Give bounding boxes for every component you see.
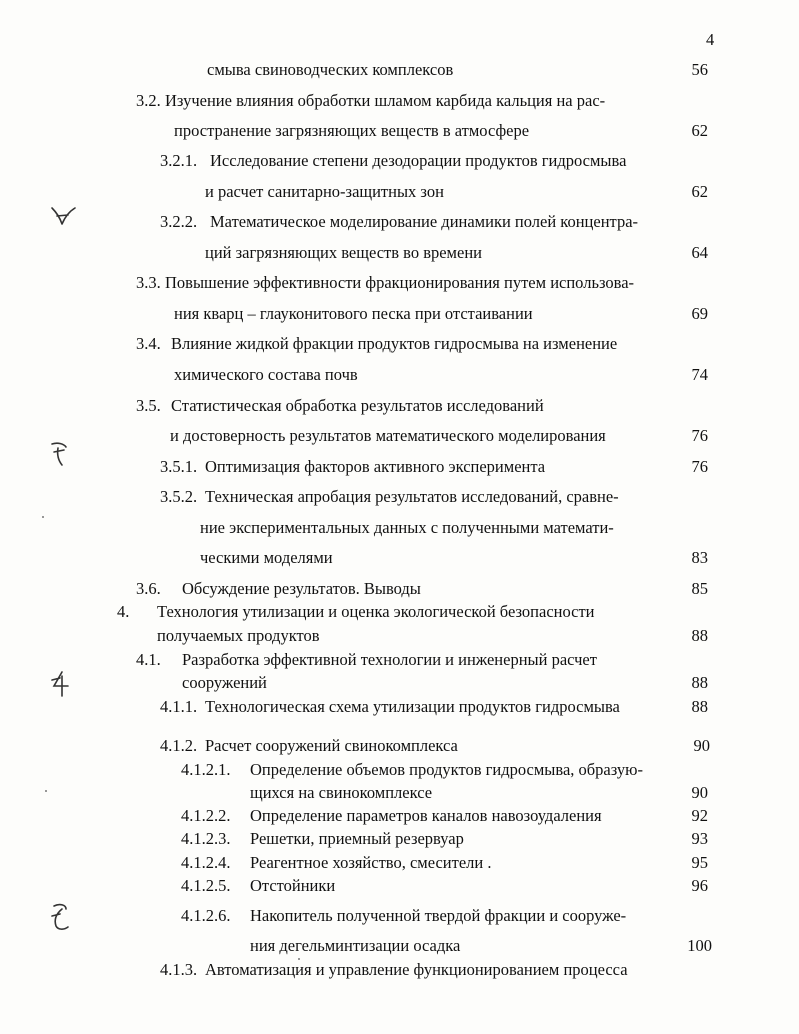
toc-number: 4.1.2.1. — [181, 760, 231, 779]
toc-text: Статистическая обработка результатов исследований — [171, 396, 544, 415]
toc-text: Расчет сооружений свинокомплекса — [205, 736, 458, 755]
toc-text: щихся на свинокомплексе — [250, 783, 433, 802]
toc-text: пространение загрязняющих веществ в атмосфере — [174, 121, 530, 140]
toc-page: 88 — [691, 697, 708, 716]
toc-number: 3.3. — [136, 273, 161, 292]
toc-text: Реагентное хозяйство, смесители . — [250, 853, 492, 872]
toc-number: 3.6. — [136, 579, 161, 598]
toc-number: 4.1. — [136, 650, 161, 669]
toc-page: 90 — [691, 783, 708, 802]
toc-number: 4.1.2.6. — [181, 906, 231, 925]
toc-page: 83 — [691, 548, 708, 567]
toc-text: ческими моделями — [200, 548, 333, 567]
toc-number: 4.1.2. — [160, 736, 198, 755]
page-number: 4 — [706, 30, 715, 49]
toc-text: ций загрязняющих веществ во времени — [205, 243, 482, 262]
toc-text: Исследование степени дезодорации продуктов гидросмыва — [210, 151, 627, 170]
toc-text: Технология утилизации и оценка экологической безопасности — [157, 602, 595, 621]
toc-text: химического состава почв — [174, 365, 358, 384]
toc-page: 76 — [691, 426, 708, 445]
toc-text: Обсуждение результатов. Выводы — [182, 579, 421, 598]
toc-text: Технологическая схема утилизации продуктов гидросмыва — [205, 697, 620, 716]
scan-speck — [45, 790, 47, 792]
toc-text: Повышение эффективности фракционирования путем использова- — [165, 273, 635, 292]
toc-page: 90 — [693, 736, 710, 755]
toc-text: Техническая апробация результатов исследований, сравне- — [205, 487, 619, 506]
toc-number: 3.4. — [136, 334, 161, 353]
toc-page: 62 — [691, 121, 708, 140]
margin-handwriting-mark — [48, 438, 74, 468]
toc-text: Разработка эффективной технологии и инженерный расчет — [182, 650, 597, 669]
toc-number: 3.2.2. — [160, 212, 198, 231]
toc-page: 96 — [691, 876, 708, 895]
toc-text: Оптимизация факторов активного эксперимента — [205, 457, 546, 476]
toc-page: 69 — [691, 304, 708, 323]
toc-text: ния кварц – глауконитового песка при отстаивании — [174, 304, 533, 323]
toc-text: сооружений — [182, 673, 267, 692]
toc-page: 92 — [691, 806, 708, 825]
toc-number: 3.5. — [136, 396, 161, 415]
margin-handwriting-mark — [48, 668, 74, 698]
toc-text: ния дегельминтизации осадка — [250, 936, 461, 955]
toc-text: Накопитель полученной твердой фракции и сооруже- — [250, 906, 627, 925]
toc-page: 74 — [691, 365, 708, 384]
margin-handwriting-mark — [48, 202, 78, 230]
toc-text: ние экспериментальных данных с полученными математи- — [200, 518, 614, 537]
toc-number: 3.2. — [136, 91, 161, 110]
toc-page: 56 — [691, 60, 708, 79]
toc-number: 4.1.2.5. — [181, 876, 231, 895]
toc-text: Определение объемов продуктов гидросмыва, образую- — [250, 760, 644, 779]
margin-handwriting-mark — [46, 900, 74, 934]
toc-page: 95 — [691, 853, 708, 872]
toc-text: Решетки, приемный резервуар — [250, 829, 464, 848]
toc-page: 100 — [687, 936, 712, 955]
toc-text: Влияние жидкой фракции продуктов гидросмыва на изменение — [171, 334, 618, 353]
toc-text: Автоматизация и управление функционированием процесса — [205, 960, 628, 979]
toc-page: 93 — [691, 829, 708, 848]
toc-text: и достоверность результатов математического моделирования — [170, 426, 606, 445]
toc-number: 3.5.2. — [160, 487, 198, 506]
toc-page: 76 — [691, 457, 708, 476]
toc-number: 4.1.2.2. — [181, 806, 231, 825]
toc-number: 3.5.1. — [160, 457, 198, 476]
toc-page: 64 — [691, 243, 708, 262]
toc-page: 88 — [691, 673, 708, 692]
toc-text: и расчет санитарно-защитных зон — [205, 182, 444, 201]
toc-number: 3.2.1. — [160, 151, 198, 170]
toc-text: получаемых продуктов — [157, 626, 320, 645]
toc-text: Отстойники — [250, 876, 336, 895]
toc-text: Математическое моделирование динамики полей концентра- — [210, 212, 639, 231]
scan-speck — [42, 516, 44, 518]
toc-page: 62 — [691, 182, 708, 201]
toc-number: 4.1.2.4. — [181, 853, 231, 872]
toc-text: Изучение влияния обработки шламом карбида кальция на рас- — [165, 91, 606, 110]
toc-text: Определение параметров каналов навозоудаления — [250, 806, 602, 825]
toc-number: 4.1.1. — [160, 697, 198, 716]
toc-text: смыва свиноводческих комплексов — [207, 60, 454, 79]
toc-page: 85 — [691, 579, 708, 598]
toc-number: 4.1.2.3. — [181, 829, 231, 848]
toc-number: 4. — [117, 602, 130, 621]
toc-number: 4.1.3. — [160, 960, 198, 979]
toc-page: 88 — [691, 626, 708, 645]
scan-speck — [298, 958, 300, 960]
